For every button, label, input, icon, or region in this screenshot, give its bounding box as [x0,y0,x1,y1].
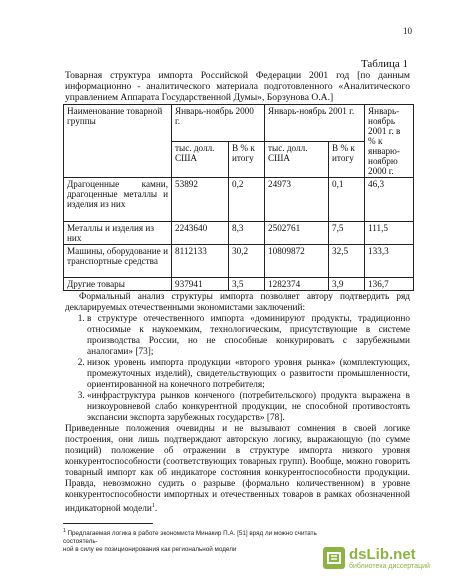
header-unit-usd-2001: тыс. долл. США [265,141,329,178]
page-number: 10 [403,26,412,36]
header-ratio: Январь-ноябрь 2001 г. в % к январю-ноябрю 2000 г. [365,105,414,178]
table-header-row [64,105,414,142]
row-value-2000: 53892 [172,178,229,222]
footnote-divider [63,523,153,524]
header-period-2001: Январь-ноябрь 2001 г. [265,105,365,142]
conclusion-text: Приведенные положения очевидны и не вызывают сомнения в своей логике построения, они лишь подтверждают авторскую логику, выражающую (по сумме позиций) положение об отражении в структуре импорта низкого уровня конкурентоспособности (соответствующих товарных групп). Вообще, можно говорить товарный импорт как об индикаторе состояния конкурентоспособности продукции. Правда, невозможно судить о разрыве (формально количественном) в уровне конкурентоспособности импортных и отечественных товаров в рамках обозначенной индикаторной модели [65,424,410,515]
row-ratio: 46,3 [365,178,414,222]
row-name: Металлы и изделия из них [64,222,172,245]
conclusions-list [65,314,410,424]
intro-paragraph: Формальный анализ структуры импорта позволяет автору подтвердить ряд декларируемых отечественными экономистами заключений: [65,292,410,313]
table-row [64,222,414,245]
watermark-brand: dsLib.net [349,546,416,563]
row-name: Машины, оборудование и транспортные средства [64,245,172,278]
header-unit-pct-2001: В % к итогу [329,141,365,178]
row-pct-2000: 3,5 [229,278,265,291]
watermark-subtitle: библиотека диссертаций [349,563,430,570]
footnote-ref: 1 [151,503,155,509]
row-pct-2001: 32,5 [329,245,365,278]
row-pct-2001: 3,9 [329,278,365,291]
footnote-line-1: Предлагаемая логика в работе экономиста Минакир П.А. [51] вряд ли можно считать состоятель- [63,530,317,546]
footnote-mark: 1 [63,528,66,534]
row-pct-2001: 0,1 [329,178,365,222]
import-structure-table [63,104,414,291]
row-pct-2000: 30,2 [229,245,265,278]
list-item: 1. в структуре отечественного импорта «доминируют продукты, традиционно относимые к наукоемким, технологическим, присутствующие в системе производства России, но не способные конкурировать с зарубежными аналогами» [73]; [87,314,410,358]
body-text [65,292,410,515]
row-name: Другие товары [64,278,172,291]
table-label: Таблица 1 [360,58,408,70]
row-value-2000: 2243640 [172,222,229,245]
row-ratio: 136,7 [365,278,414,291]
header-unit-usd-2000: тыс. долл. США [172,141,229,178]
row-value-2000: 8112133 [172,245,229,278]
row-value-2001: 2502761 [265,222,329,245]
row-value-2000: 937941 [172,278,229,291]
table-row [64,178,414,222]
footnote [63,527,353,554]
dslib-logo-icon [322,546,346,570]
row-name: Драгоценные камни, драгоценные металлы и изделия из них [64,178,172,222]
row-value-2001: 24973 [265,178,329,222]
row-value-2001: 1282374 [265,278,329,291]
header-unit-pct-2000: В % к итогу [229,141,265,178]
row-pct-2000: 0,2 [229,178,265,222]
table-row [64,245,414,278]
table-row [64,278,414,291]
table-caption: Товарная структура импорта Российской Федерации 2001 год [по данным информационно - аналитического материала подготовленного «Аналитического управлением Аппарата Государственной Думы», Борзунова О.А.] [65,70,410,103]
header-group: Наименование товарной группы [64,105,172,178]
row-pct-2001: 7,5 [329,222,365,245]
row-pct-2000: 8,3 [229,222,265,245]
row-ratio: 111,5 [365,222,414,245]
row-value-2001: 10809872 [265,245,329,278]
footnote-line-2: ной в силу ее позиционирования как региональной модели [63,546,237,554]
watermark [322,538,440,574]
header-period-2000: Январь-ноябрь 2000 г. [172,105,265,142]
list-item: 3. «инфраструктура рынков конченого (потребительского) продукта выражена в низкоуровневой слабо конкурентной продукции, не способной противостоять экспансии экспорта зарубежных государств» [78]. [87,391,410,424]
conclusion-paragraph: Приведенные положения очевидны и не вызывают сомнения в своей логике построения, они лишь подтверждают авторскую логику, выражающую (по сумме позиций) положение об отражении в структуре импорта низкого уровня конкурентоспособности (соответствующих товарных групп). Вообще, можно говорить товарный импорт как об индикаторе состояния конкурентоспособности продукции. Правда, невозможно судить о разрыве (формально количественном) в уровне конкурентоспособности импортных и отечественных товаров в рамках обозначенной индикаторной модели$^1$. [65,424,410,515]
list-item: 2. низок уровень импорта продукции «второго уровня рынка» (комплектующих, промежуточных изделий), свидетельствующих о развитости промышленности, ориентированной на конечного потребителя; [87,358,410,391]
row-ratio: 133,3 [365,245,414,278]
